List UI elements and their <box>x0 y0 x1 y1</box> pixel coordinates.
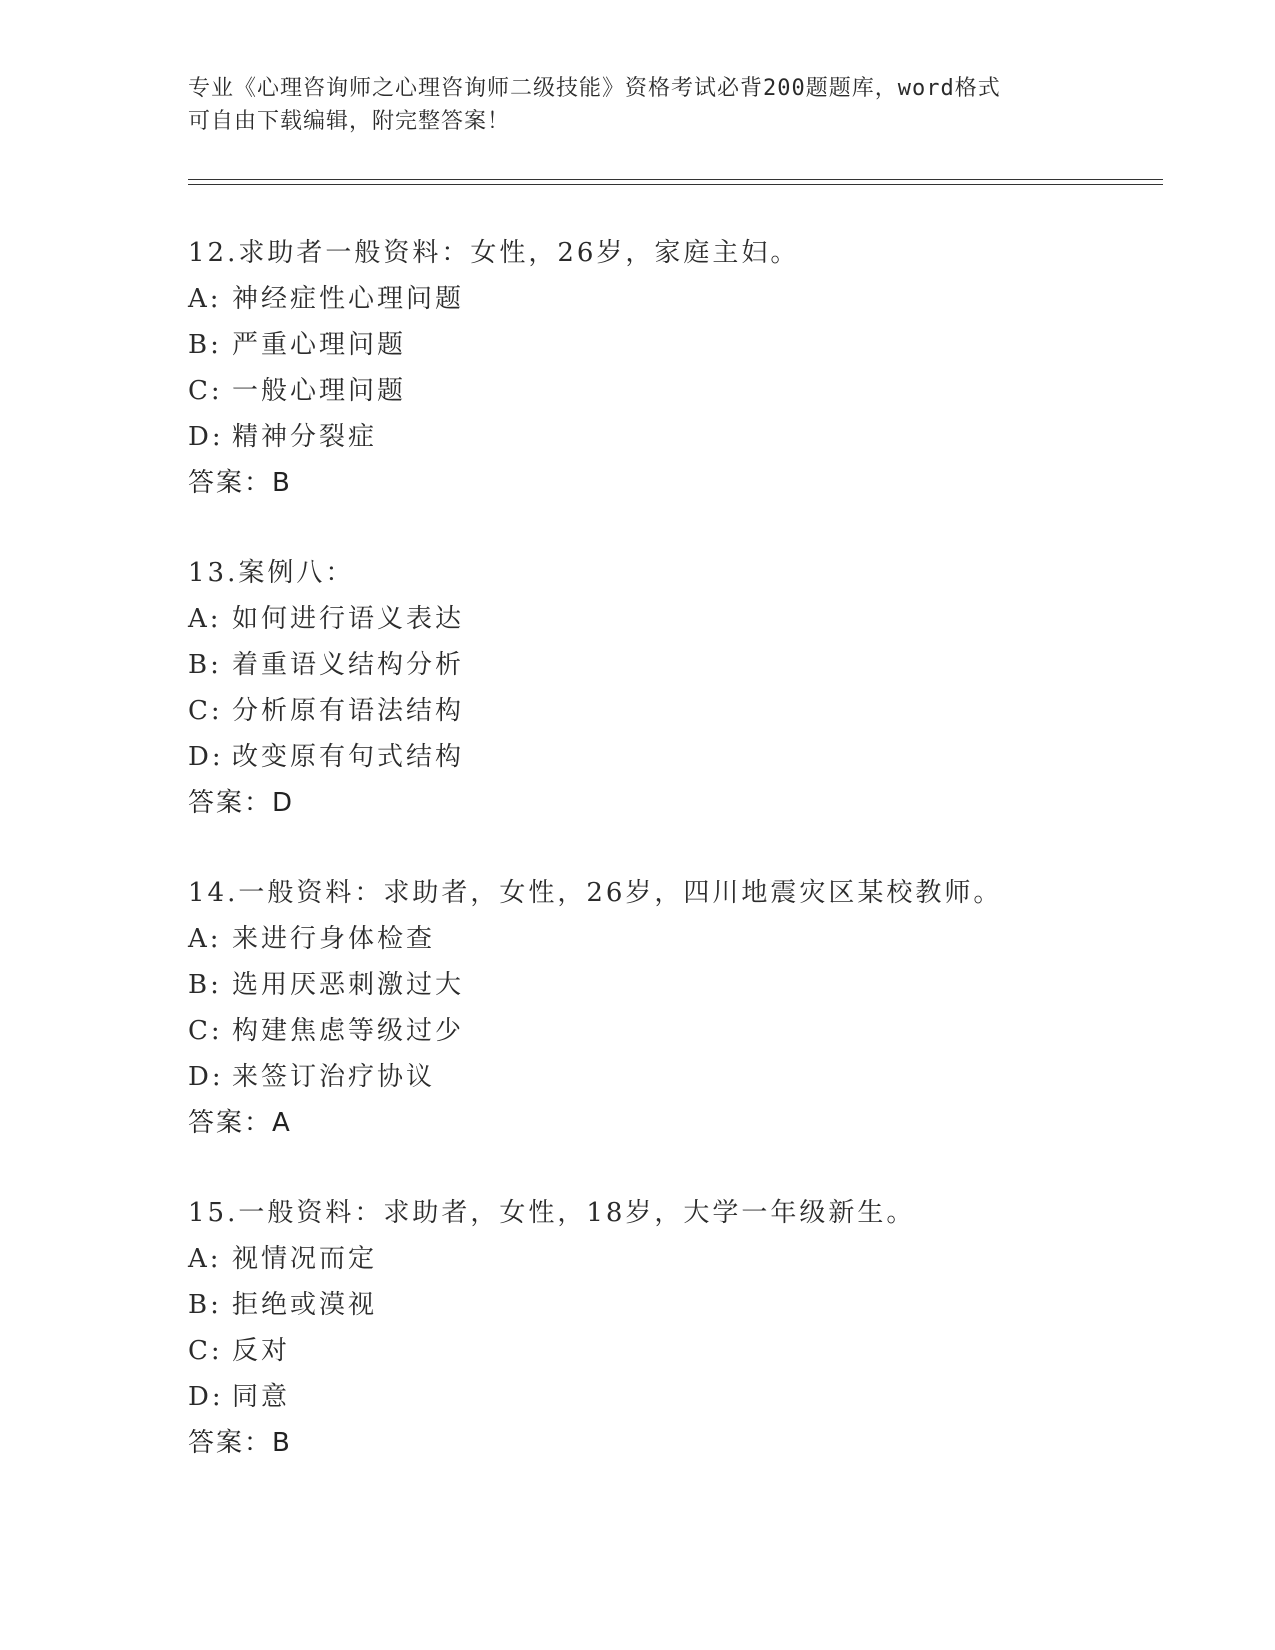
option-text: 一般心理问题 <box>232 376 407 406</box>
option-text: 同意 <box>232 1382 291 1412</box>
header-line-1: 专业《心理咨询师之心理咨询师二级技能》资格考试必背200题题库，word格式 <box>188 76 1001 101</box>
option-text: 拒绝或漠视 <box>232 1290 378 1320</box>
option-d <box>188 1054 1163 1100</box>
option-key: B: <box>188 1290 222 1320</box>
option-key: B: <box>188 650 222 680</box>
option-text: 反对 <box>232 1336 291 1366</box>
option-key: C: <box>188 1016 223 1046</box>
option-text: 来签订治疗协议 <box>232 1062 436 1092</box>
option-d <box>188 1374 1163 1420</box>
option-key: C: <box>188 1336 223 1366</box>
option-text: 视情况而定 <box>232 1244 378 1274</box>
header-line-2: 可自由下载编辑，附完整答案！ <box>188 109 511 134</box>
answer-line: 答案：D <box>188 788 295 818</box>
option-text: 着重语义结构分析 <box>232 650 465 680</box>
question-15 <box>188 1190 1163 1466</box>
option-key: B: <box>188 970 222 1000</box>
option-d <box>188 734 1163 780</box>
question-stem: 12.求助者一般资料：女性，26岁，家庭主妇。 <box>188 238 800 268</box>
option-a <box>188 596 1163 642</box>
option-key: A: <box>188 604 222 634</box>
option-c <box>188 368 1163 414</box>
option-a <box>188 276 1163 322</box>
option-c <box>188 1008 1163 1054</box>
question-stem: 15.一般资料：求助者，女性，18岁，大学一年级新生。 <box>188 1198 916 1228</box>
answer-line: 答案：A <box>188 1108 292 1138</box>
option-c <box>188 1328 1163 1374</box>
question-14 <box>188 870 1163 1146</box>
option-text: 来进行身体检查 <box>232 924 436 954</box>
option-text: 分析原有语法结构 <box>232 696 465 726</box>
option-text: 构建焦虑等级过少 <box>232 1016 465 1046</box>
option-c <box>188 688 1163 734</box>
option-key: C: <box>188 696 223 726</box>
option-key: A: <box>188 924 222 954</box>
question-12 <box>188 230 1163 506</box>
question-stem: 13.案例八： <box>188 558 355 588</box>
option-text: 改变原有句式结构 <box>232 742 465 772</box>
option-key: D: <box>188 1062 224 1092</box>
option-b <box>188 642 1163 688</box>
answer-line: 答案：B <box>188 1428 292 1458</box>
header-divider-top <box>188 179 1163 180</box>
option-b <box>188 1282 1163 1328</box>
option-text: 精神分裂症 <box>232 422 378 452</box>
answer-line: 答案：B <box>188 468 292 498</box>
option-a <box>188 916 1163 962</box>
option-key: D: <box>188 1382 224 1412</box>
option-a <box>188 1236 1163 1282</box>
option-b <box>188 962 1163 1008</box>
option-d <box>188 414 1163 460</box>
option-key: C: <box>188 376 223 406</box>
option-text: 选用厌恶刺激过大 <box>232 970 465 1000</box>
option-b <box>188 322 1163 368</box>
option-text: 如何进行语义表达 <box>232 604 465 634</box>
question-13 <box>188 550 1163 826</box>
question-stem: 14.一般资料：求助者，女性，26岁，四川地震灾区某校教师。 <box>188 878 1003 908</box>
option-key: B: <box>188 330 222 360</box>
header-divider-bottom <box>188 184 1163 185</box>
option-text: 严重心理问题 <box>232 330 407 360</box>
document-header <box>188 72 1078 138</box>
option-text: 神经症性心理问题 <box>232 284 465 314</box>
option-key: D: <box>188 742 224 772</box>
option-key: A: <box>188 284 222 314</box>
option-key: D: <box>188 422 224 452</box>
option-key: A: <box>188 1244 222 1274</box>
